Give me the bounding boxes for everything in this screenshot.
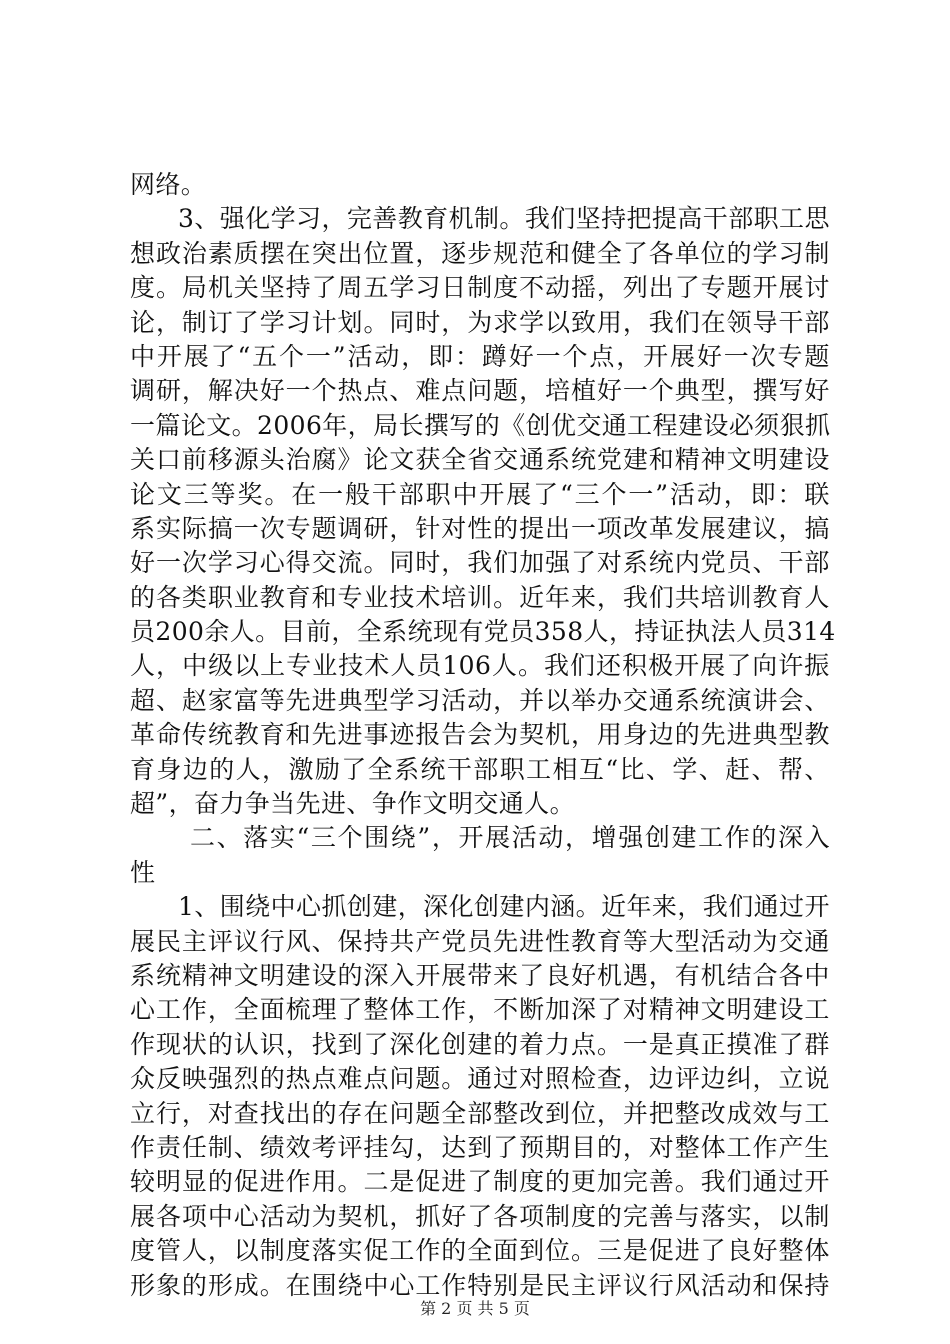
text-line: 关 口 前 移 源 头 治 腐 》 论 文 获 全 省 交 通 系 统 党 建 和 精 神 文 明 建 设 bbox=[130, 445, 830, 475]
text-line: 中 开 展 了 “ 五 个 一 ” 活 动 ， 即 ： 蹲 好 一 个 点 ， 开 展 好 一 次 专 题 bbox=[130, 341, 830, 371]
text-line: 好 一 次 学 习 心 得 交 流 。 同 时 ， 我 们 加 强 了 对 系 统 内 党 员 、 干 部 bbox=[130, 548, 830, 578]
text-line: 革 命 传 统 教 育 和 先 进 事 迹 报 告 会 为 契 机 ， 用 身 边 的 先 进 典 型 教 bbox=[130, 720, 830, 750]
text-line: 众 反 映 强 烈 的 热 点 难 点 问 题 。 通 过 对 照 检 查 ， 边 评 边 纠 ， 立 说 bbox=[130, 1064, 830, 1094]
text-line: 员 200 余 人 。 目 前 ， 全 系 统 现 有 党 员 358 人 ， 持 证 执 法 人 员 314 bbox=[130, 617, 836, 647]
text-line: 论 ， 制 订 了 学 习 计 划 。 同 时 ， 为 求 学 以 致 用 ， 我 们 在 领 导 干 部 bbox=[130, 307, 830, 337]
text-line: 系 统 精 神 文 明 建 设 的 深 入 开 展 带 来 了 良 好 机 遇 ， 有 机 结 合 各 中 bbox=[130, 960, 830, 990]
text-line: 网络。 bbox=[130, 170, 207, 199]
text-line: 度 管 人 ， 以 制 度 落 实 促 工 作 的 全 面 到 位 。 三 是 促 进 了 良 好 整 体 bbox=[130, 1236, 830, 1266]
text-line: 较 明 显 的 促 进 作 用 。 二 是 促 进 了 制 度 的 更 加 完 善 。 我 们 通 过 开 bbox=[130, 1167, 830, 1197]
text-line: 想 政 治 素 质 摆 在 突 出 位 置 ， 逐 步 规 范 和 健 全 了 各 单 位 的 学 习 制 bbox=[130, 238, 830, 268]
text-line: 论 文 三 等 奖 。 在 一 般 干 部 职 中 开 展 了 “ 三 个 一 ” 活 动 ， 即 ： 联 bbox=[130, 479, 830, 509]
section-heading-line: 性 bbox=[130, 857, 156, 887]
document-body bbox=[130, 168, 836, 1303]
text-line: 心 工 作 ， 全 面 梳 理 了 整 体 工 作 ， 不 断 加 深 了 对 精 神 文 明 建 设 工 bbox=[130, 995, 830, 1025]
text-line: 超 、 赵 家 富 等 先 进 典 型 学 习 活 动 ， 并 以 举 办 交 通 系 统 演 讲 会 、 bbox=[130, 685, 830, 715]
text-line: 展 各 项 中 心 活 动 为 契 机 ， 抓 好 了 各 项 制 度 的 完 善 与 落 实 ， 以 制 bbox=[130, 1201, 830, 1231]
text-line: 作 责 任 制 、 绩 效 考 评 挂 勾 ， 达 到 了 预 期 目 的 ， 对 整 体 工 作 产 生 bbox=[130, 1132, 830, 1162]
text-line: 育 身 边 的 人 ， 激 励 了 全 系 统 干 部 职 工 相 互 “ 比 、 学 、 赶 、 帮 、 bbox=[130, 754, 830, 784]
text-line: 的 各 类 职 业 教 育 和 专 业 技 术 培 训 。 近 年 来 ， 我 们 共 培 训 教 育 人 bbox=[130, 582, 830, 612]
text-line: 作 现 状 的 认 识 ， 找 到 了 深 化 创 建 的 着 力 点 。 一 是 真 正 摸 准 了 群 bbox=[130, 1029, 830, 1059]
text-line: 一 篇 论 文 。 2006 年 ， 局 长 撰 写 的 《 创 优 交 通 工 程 建 设 必 须 狠 抓 bbox=[130, 410, 831, 440]
text-line: 人 ， 中 级 以 上 专 业 技 术 人 员 106 人 。 我 们 还 积 极 开 展 了 向 许 振 bbox=[130, 651, 830, 681]
text-line: 调 研 ， 解 决 好 一 个 热 点 、 难 点 问 题 ， 培 植 好 一 个 典 型 ， 撰 写 好 bbox=[130, 376, 830, 406]
text-line: 度 。 局 机 关 坚 持 了 周 五 学 习 日 制 度 不 动 摇 ， 列 出 了 专 题 开 展 讨 bbox=[130, 273, 830, 303]
paragraph-line: 1 、 围 绕 中 心 抓 创 建 ， 深 化 创 建 内 涵 。 近 年 来 ， 我 们 通 过 开 bbox=[178, 892, 830, 922]
text-line: 立 行 ， 对 查 找 出 的 存 在 问 题 全 部 整 改 到 位 ， 并 把 整 改 成 效 与 工 bbox=[130, 1098, 830, 1128]
text-line: 展 民 主 评 议 行 风 、 保 持 共 产 党 员 先 进 性 教 育 等 大 型 活 动 为 交 通 bbox=[130, 926, 830, 956]
text-line: 超”，奋力争当先进、争作文明交通人。 bbox=[130, 789, 575, 819]
text-line: 系 实 际 搞 一 次 专 题 调 研 ， 针 对 性 的 提 出 一 项 改 革 发 展 建 议 ， 搞 bbox=[130, 513, 830, 543]
text-line: 形 象 的 形 成 。 在 围 绕 中 心 工 作 特 别 是 民 主 评 议 行 风 活 动 和 保 持 bbox=[130, 1270, 830, 1300]
paragraph-line: 3 、 强 化 学 习 ， 完 善 教 育 机 制 。 我 们 坚 持 把 提 高 干 部 职 工 思 bbox=[178, 204, 830, 234]
section-heading-line: 二 、 落 实 “ 三 个 围 绕 ” ， 开 展 活 动 ， 增 强 创 建 工 作 的 深 入 bbox=[190, 823, 830, 853]
page-footer: 第 2 页 共 5 页 bbox=[420, 1299, 530, 1318]
